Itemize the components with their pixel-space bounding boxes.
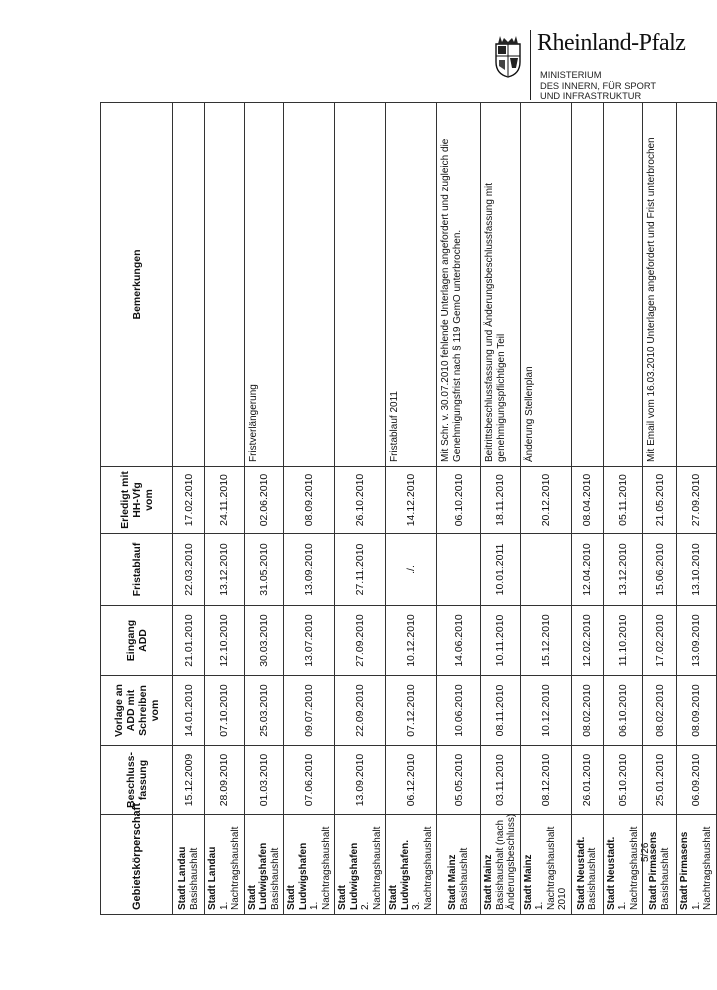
- cell-erledigt: 26.10.2010: [335, 467, 386, 534]
- cell-gebietskoerperschaft: [386, 815, 437, 915]
- table-row: [284, 103, 335, 915]
- cell-beschlussfassung: 03.11.2010: [481, 746, 521, 815]
- table-body: [173, 103, 717, 915]
- col-header-gebietskoerperschaft: Gebietskörperschaft: [101, 815, 173, 915]
- cell-vorlage: 06.10.2010: [603, 676, 643, 746]
- cell-beschlussfassung: 05.10.2010: [603, 746, 643, 815]
- cell-erledigt: 21.05.2010: [643, 467, 677, 534]
- cell-eingang: 13.09.2010: [677, 606, 717, 676]
- cell-bemerkungen: [335, 103, 386, 467]
- coat-of-arms-icon: [494, 36, 522, 78]
- cell-erledigt: 08.09.2010: [284, 467, 335, 534]
- entity-name: Stadt Ludwigshafen: [286, 842, 309, 910]
- budget-type: 1. Nachtragshaushalt: [218, 826, 241, 910]
- table-row: [205, 103, 245, 915]
- cell-fristablauf: 15.06.2010: [643, 534, 677, 606]
- entity-name: Stadt Landau: [177, 846, 188, 910]
- col-header-bemerkungen: Bemerkungen: [101, 103, 173, 467]
- cell-eingang: 11.10.2010: [603, 606, 643, 676]
- cell-bemerkungen: [677, 103, 717, 467]
- cell-fristablauf: 13.12.2010: [603, 534, 643, 606]
- cell-beschlussfassung: 01.03.2010: [244, 746, 284, 815]
- table-row: [335, 103, 386, 915]
- cell-gebietskoerperschaft: [335, 815, 386, 915]
- cell-vorlage: 08.02.2010: [643, 676, 677, 746]
- cell-bemerkungen: [603, 103, 643, 467]
- entity-name: Stadt Mainz: [483, 854, 494, 910]
- entity-name: Stadt Ludwigshafen.: [388, 840, 411, 910]
- entity-name: Stadt Pirmasens: [679, 831, 690, 910]
- cell-bemerkungen: Fristablauf 2011: [386, 103, 437, 467]
- entity-name: Stadt Neustadt.: [575, 836, 587, 910]
- col-header-erledigt: Erledigt mit HH-Vfg vom: [101, 467, 173, 534]
- cell-bemerkungen: [571, 103, 603, 467]
- cell-erledigt: 27.09.2010: [677, 467, 717, 534]
- budget-type: Basishaushalt: [188, 847, 200, 910]
- cell-beschlussfassung: 06.09.2010: [677, 746, 717, 815]
- budget-type: Basishaushalt (nach Änderungsbeschluss): [494, 813, 517, 910]
- cell-vorlage: 08.11.2010: [481, 676, 521, 746]
- cell-erledigt: 06.10.2010: [437, 467, 481, 534]
- cell-gebietskoerperschaft: [481, 815, 521, 915]
- cell-beschlussfassung: 25.01.2010: [643, 746, 677, 815]
- cell-fristablauf: [437, 534, 481, 606]
- cell-eingang: 14.06.2010: [437, 606, 481, 676]
- entity-name: Stadt Mainz: [522, 854, 534, 910]
- table-row: [481, 103, 521, 915]
- cell-eingang: 27.09.2010: [335, 606, 386, 676]
- cell-fristablauf: 31.05.2010: [244, 534, 284, 606]
- table-row: [520, 103, 571, 915]
- cell-erledigt: 08.04.2010: [571, 467, 603, 534]
- cell-fristablauf: 13.10.2010: [677, 534, 717, 606]
- cell-gebietskoerperschaft: [677, 815, 717, 915]
- cell-bemerkungen: [173, 103, 205, 467]
- cell-gebietskoerperschaft: [205, 815, 245, 915]
- cell-eingang: 17.02.2010: [643, 606, 677, 676]
- table-row: [677, 103, 717, 915]
- cell-erledigt: 20.12.2010: [520, 467, 571, 534]
- budget-type: Basishaushalt: [269, 847, 281, 910]
- brand-logo-text: Rheinland-Pfalz: [537, 30, 686, 56]
- cell-fristablauf: ./.: [386, 534, 437, 606]
- header-divider: [530, 30, 531, 100]
- cell-eingang: 15.12.2010: [520, 606, 571, 676]
- cell-bemerkungen: Änderung Stellenplan: [520, 103, 571, 467]
- cell-eingang: 12.10.2010: [205, 606, 245, 676]
- cell-gebietskoerperschaft: [244, 815, 284, 915]
- cell-beschlussfassung: 15.12.2009: [173, 746, 205, 815]
- entity-name: Stadt Neustadt.: [605, 836, 617, 910]
- cell-gebietskoerperschaft: [520, 815, 571, 915]
- budget-type: 1. Nachtragshaushalt: [309, 826, 332, 910]
- cell-gebietskoerperschaft: [643, 815, 677, 915]
- cell-vorlage: 07.10.2010: [205, 676, 245, 746]
- cell-erledigt: 05.11.2010: [603, 467, 643, 534]
- entity-name: Stadt Mainz: [447, 854, 458, 910]
- cell-bemerkungen: Mit Email vom 16.03.2010 Unterlagen angefordert und Frist unterbrochen: [643, 103, 677, 467]
- cell-eingang: 30.03.2010: [244, 606, 284, 676]
- cell-beschlussfassung: 08.12.2010: [520, 746, 571, 815]
- cell-vorlage: 09.07.2010: [284, 676, 335, 746]
- cell-eingang: 10.12.2010: [386, 606, 437, 676]
- ministry-name: [540, 70, 656, 103]
- budget-type: 3. Nachtragshaushalt: [411, 826, 434, 910]
- table-header-row: [101, 103, 173, 915]
- entity-name: Stadt Ludwigshafen: [337, 842, 360, 910]
- cell-beschlussfassung: 13.09.2010: [335, 746, 386, 815]
- table-row: [643, 103, 677, 915]
- budget-type: Basishaushalt: [659, 847, 671, 910]
- ministry-line: UND INFRASTRUKTUR: [540, 91, 642, 102]
- table-row: [571, 103, 603, 915]
- cell-gebietskoerperschaft: [603, 815, 643, 915]
- table-row: [437, 103, 481, 915]
- cell-erledigt: 17.02.2010: [173, 467, 205, 534]
- cell-fristablauf: 22.03.2010: [173, 534, 205, 606]
- cell-vorlage: 22.09.2010: [335, 676, 386, 746]
- cell-beschlussfassung: 05.05.2010: [437, 746, 481, 815]
- budget-type: Basishaushalt: [587, 847, 598, 910]
- cell-eingang: 10.11.2010: [481, 606, 521, 676]
- col-header-eingang: Eingang ADD: [101, 606, 173, 676]
- cell-bemerkungen: Fristverlängerung: [244, 103, 284, 467]
- cell-fristablauf: 10.01.2011: [481, 534, 521, 606]
- cell-vorlage: 08.02.2010: [571, 676, 603, 746]
- budget-type: 1. Nachtragshaushalt: [617, 826, 640, 910]
- ministry-line: DES INNERN, FÜR SPORT: [540, 80, 657, 91]
- cell-vorlage: 07.12.2010: [386, 676, 437, 746]
- cell-bemerkungen: Mit Schr. v. 30.07.2010 fehlende Unterlagen angefordert und zugleich die Genehmigungsfrist nach § 119 GemO unterbrochen.: [437, 103, 481, 467]
- budget-type: 1. Nachtragshaushalt 2010: [534, 826, 568, 910]
- cell-beschlussfassung: 26.01.2010: [571, 746, 603, 815]
- cell-gebietskoerperschaft: [284, 815, 335, 915]
- cell-vorlage: 14.01.2010: [173, 676, 205, 746]
- budget-type: 1. Nachtragshaushalt: [690, 826, 713, 910]
- cell-gebietskoerperschaft: [437, 815, 481, 915]
- cell-fristablauf: 27.11.2010: [335, 534, 386, 606]
- cell-erledigt: 18.11.2010: [481, 467, 521, 534]
- cell-fristablauf: 13.09.2010: [284, 534, 335, 606]
- budget-type: 2. Nachtragshaushalt: [360, 826, 383, 910]
- cell-beschlussfassung: 06.12.2010: [386, 746, 437, 815]
- ministry-line: MINISTERIUM: [540, 70, 602, 80]
- cell-gebietskoerperschaft: [571, 815, 603, 915]
- cell-erledigt: 24.11.2010: [205, 467, 245, 534]
- col-header-fristablauf: Fristablauf: [101, 534, 173, 606]
- cell-fristablauf: 13.12.2010: [205, 534, 245, 606]
- cell-vorlage: 08.09.2010: [677, 676, 717, 746]
- cell-beschlussfassung: 28.09.2010: [205, 746, 245, 815]
- cell-eingang: 12.02.2010: [571, 606, 603, 676]
- table-row: [386, 103, 437, 915]
- cell-erledigt: 02.06.2010: [244, 467, 284, 534]
- col-header-beschlussfassung: Beschluss-fassung: [101, 746, 173, 815]
- cell-erledigt: 14.12.2010: [386, 467, 437, 534]
- cell-fristablauf: 12.04.2010: [571, 534, 603, 606]
- page-number: 5/26: [640, 842, 651, 862]
- cell-fristablauf: [520, 534, 571, 606]
- cell-beschlussfassung: 07.06.2010: [284, 746, 335, 815]
- table-row: [244, 103, 284, 915]
- cell-bemerkungen: [205, 103, 245, 467]
- cell-bemerkungen: Beitrittsbeschlussfassung und Änderungsbeschlussfassung mit genehmigungspflichtigen Teil: [481, 103, 521, 467]
- entity-name: Stadt Ludwigshafen: [246, 842, 269, 910]
- cell-bemerkungen: [284, 103, 335, 467]
- table-row: [603, 103, 643, 915]
- table-row: [173, 103, 205, 915]
- cell-vorlage: 10.06.2010: [437, 676, 481, 746]
- cell-eingang: 21.01.2010: [173, 606, 205, 676]
- cell-vorlage: 10.12.2010: [520, 676, 571, 746]
- cell-vorlage: 25.03.2010: [244, 676, 284, 746]
- entity-name: Stadt Pirmasens: [648, 831, 659, 910]
- budget-type: Basishaushalt: [458, 847, 470, 910]
- col-header-vorlage: Vorlage an ADD mit Schreiben vom: [101, 676, 173, 746]
- budget-table: [100, 102, 717, 915]
- cell-eingang: 13.07.2010: [284, 606, 335, 676]
- entity-name: Stadt Landau: [207, 846, 218, 910]
- cell-gebietskoerperschaft: [173, 815, 205, 915]
